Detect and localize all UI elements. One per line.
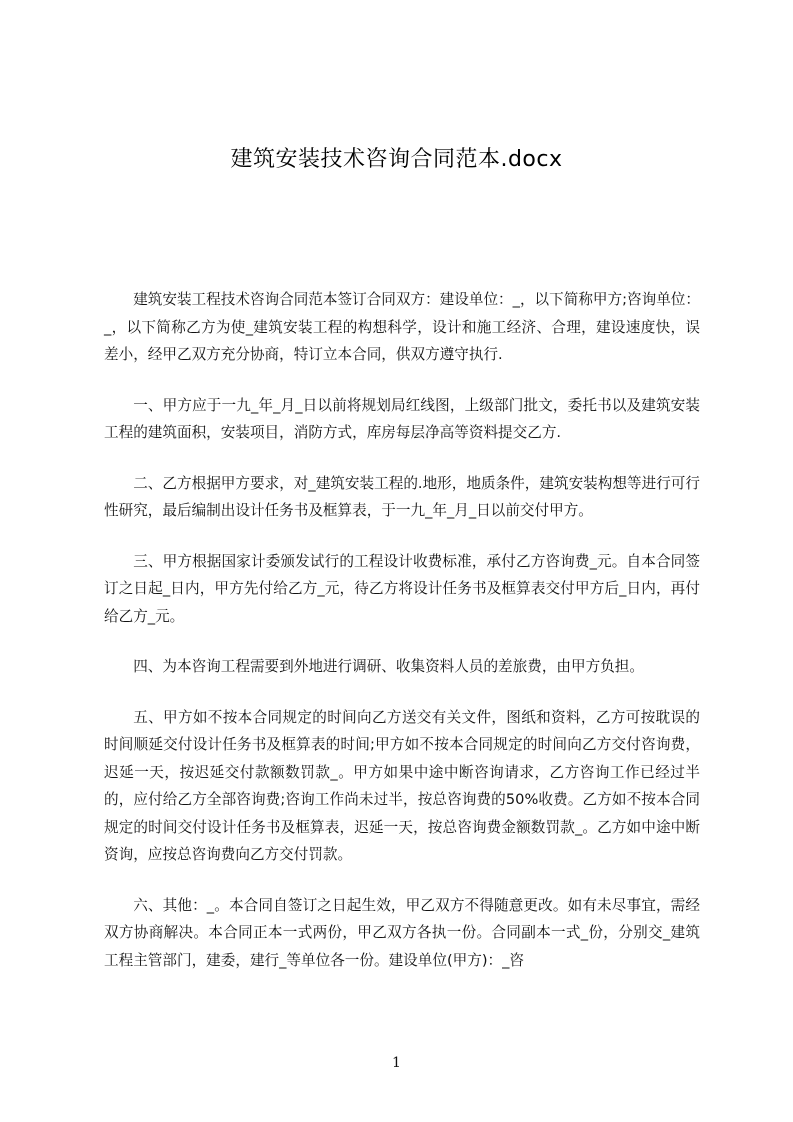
paragraph-clause-3: 三、甲方根据国家计委颁发试行的工程设计收费标准，承付乙方咨询费_元。自本合同签订之日起_日内，甲方先付给乙方_元，待乙方将设计任务书及框算表交付甲方后_日内，再付给乙方_元。 [104, 552, 700, 625]
paragraph-clause-4: 四、为本咨询工程需要到外地进行调研、收集资料人员的差旅费，由甲方负担。 [133, 658, 644, 675]
document-body [104, 286, 700, 997]
paragraph-clause-2: 二、乙方根据甲方要求，对_建筑安装工程的.地形，地质条件，建筑安装构想等进行可行性研究，最后编制出设计任务书及框算表，于一九_年_月_日以前交付甲方。 [104, 474, 700, 519]
paragraph-clause-6: 六、其他：_。本合同自签订之日起生效，甲乙双方不得随意更改。如有未尽事宜，需经双方协商解决。本合同正本一式两份，甲乙双方各执一份。合同副本一式_份，分别交_建筑工程主管部门，建委，建行_等单位各一份。建设单位(甲方)：_咨 [104, 896, 700, 969]
document-title: 建筑安装技术咨询合同范本.docx [230, 147, 563, 172]
page-number: 1 [392, 1055, 401, 1071]
paragraph-clause-5: 五、甲方如不按本合同规定的时间向乙方送交有关文件，图纸和资料，乙方可按耽误的时间顺延交付设计任务书及框算表的时间;甲方如不按本合同规定的时间向乙方交付咨询费，迟延一天，按迟延交付款额数罚款_。甲方如果中途中断咨询请求，乙方咨询工作已经过半的，应付给乙方全部咨询费;咨询工作尚未过半，按总咨询费的50%收费。乙方如不按本合同规定的时间交付设计任务书及框算表，迟延一天，按总咨询费金额数罚款_。乙方如中途中断资询，应按总咨询费向乙方交付罚款。 [104, 708, 700, 863]
paragraph-clause-1: 一、甲方应于一九_年_月_日以前将规划局红线图，上级部门批文，委托书以及建筑安装工程的建筑面积，安装项目，消防方式，库房每层净高等资料提交乙方. [104, 396, 700, 441]
paragraph-intro: 建筑安装工程技术咨询合同范本签订合同双方：建设单位：_，以下简称甲方;咨询单位：_，以下简称乙方为使_建筑安装工程的构想科学，设计和施工经济、合理，建设速度快，误差小，经甲乙双方充分协商，特订立本合同，供双方遵守执行. [104, 291, 700, 363]
